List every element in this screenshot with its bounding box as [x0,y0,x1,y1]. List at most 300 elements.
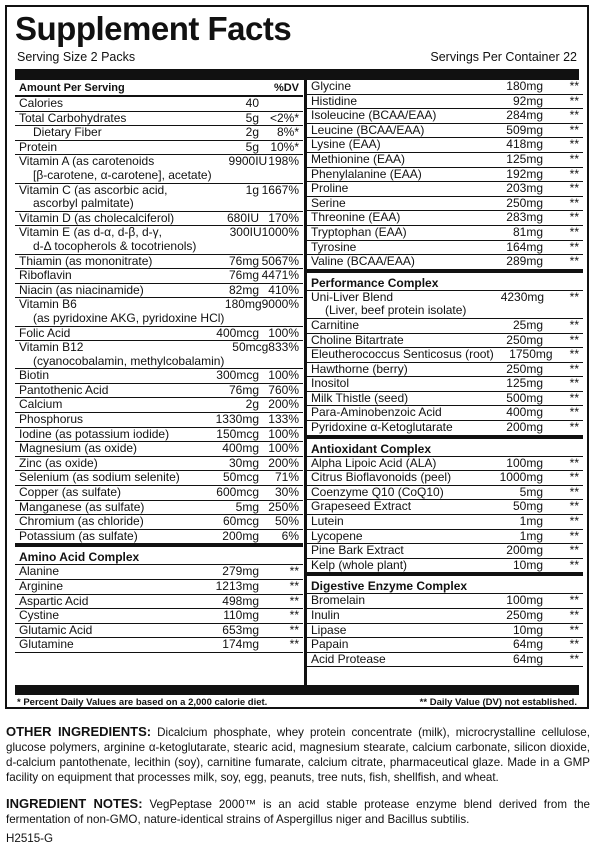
nutrient-name: Riboflavin [19,268,72,283]
nutrient-name: Inulin [311,608,340,622]
nutrient-amount: 81mg [512,224,543,239]
ingredient-notes-label: INGREDIENT NOTES: [6,796,143,811]
nutrient-amount: 284mg [506,108,543,123]
nutrient-dv: 1667% [261,182,299,197]
nutrient-name: Uni-Liver Blend [311,289,394,304]
nutrient-name: Aspartic Acid [19,593,89,608]
nutrient-row [15,384,303,399]
nutrient-name-cell [311,348,494,362]
nutrient-name: Choline Bitartrate [311,332,404,347]
nutrient-row [307,500,583,515]
nutrient-row [15,112,303,127]
servings-per-container: Servings Per Container 22 [430,50,577,64]
nutrient-dv: <2%* [269,110,299,125]
nutrient-dv: 8%* [276,125,299,140]
nutrient-name: Lycopene [311,528,363,543]
nutrient-name: Manganese (as sulfate) [19,499,145,514]
nutrient-dv: ** [569,637,579,652]
nutrient-amount: 192mg [506,166,543,181]
nutrient-amount: 200mg [222,528,259,543]
nutrient-amount: 250mg [506,332,543,347]
nutrient-name-cell [19,580,189,594]
nutrient-dv: ** [569,557,579,572]
amino-continued-list [307,80,583,270]
nutrient-amount: 250mg [506,608,543,622]
nutrient-name: Vitamin C (as ascorbic acid, [19,182,168,197]
nutrient-name-cell [19,97,189,111]
nutrient-name-cell [311,182,463,196]
nutrient-amount: 2g [245,125,259,140]
nutrient-amount: 400mg [506,405,543,420]
nutrient-name: Calories [19,96,64,110]
nutrient-name: Arginine [19,579,64,593]
digestive-section-title: Digestive Enzyme Complex [307,573,583,594]
nutrient-name: Folic Acid [19,325,71,340]
nutrient-name-cell [311,241,463,255]
nutrient-row [307,182,583,197]
amount-per-serving-label: Amount Per Serving [19,82,125,94]
top-thick-rule [15,69,579,80]
nutrient-row [307,211,583,226]
nutrient-name: Dietary Fiber [33,125,102,140]
nutrient-name: Total Carbohydrates [19,110,127,125]
nutrient-detail: d-Δ tocopherols & tocotrienols) [33,238,197,253]
nutrient-name-cell [19,442,189,456]
nutrient-name: Milk Thistle (seed) [311,390,409,405]
nutrient-name-cell [19,609,189,623]
nutrient-dv: 833% [268,340,299,355]
nutrient-dv: ** [569,390,579,405]
nutrient-dv: ** [569,455,579,470]
serving-size: Serving Size 2 Packs [17,50,136,64]
dv-header-label: %DV [273,82,299,94]
nutrient-dv: ** [289,579,299,593]
nutrient-row [307,471,583,486]
ingredient-notes [6,796,590,827]
nutrient-row [15,565,303,580]
nutrient-amount: 10mg [512,622,543,637]
nutrient-name-cell [19,284,189,298]
nutrient-name: Tyrosine [311,239,357,254]
nutrient-detail: (cyanocobalamin, methylcobalamin) [33,353,225,368]
nutrient-dv: ** [289,622,299,637]
nutrient-row [307,319,583,334]
nutrient-name: Selenium (as sodium selenite) [19,470,180,485]
nutrient-name-cell [311,319,463,333]
nutrient-name-cell [311,471,463,485]
nutrient-name: Grapeseed Extract [311,499,412,514]
nutrient-amount: 92mg [512,93,543,108]
nutrient-name-cell [311,530,463,544]
nutrient-row [307,392,583,407]
nutrient-name-cell [311,500,463,514]
nutrient-amount: 1330mg [215,412,259,427]
nutrient-amount: 5g [245,110,259,125]
supplement-facts-panel [5,5,589,709]
nutrient-dv: ** [569,470,579,485]
nutrient-amount: 10mg [512,557,543,572]
nutrient-name: Proline [311,181,349,196]
nutrient-dv: ** [569,79,579,93]
nutrient-dv: ** [569,608,579,622]
nutrient-amount: 680IU [226,210,259,225]
nutrient-row [15,428,303,443]
nutrient-name-cell [311,457,463,471]
nutrient-amount: 1750mg [509,347,553,362]
nutrient-dv: 250% [268,499,299,514]
nutrient-name-cell [311,406,463,420]
nutrient-name-cell [311,653,463,667]
nutrient-name: Histidine [311,93,358,108]
nutrient-name-cell [19,298,224,325]
ingredient-notes-text: VegPeptase 2000™ is an acid stable protease enzyme blend derived from the fermentation of non-GMO, nature-identical strains of Aspergillus niger and Bacillus subtilis. [6,798,590,826]
nutrient-name-cell [311,515,463,529]
nutrient-dv: ** [569,376,579,391]
nutrient-row [15,501,303,516]
nutrient-name: Lutein [311,514,344,529]
nutrient-name: Biotin [19,368,50,383]
nutrient-name-cell [311,377,463,391]
nutrient-amount: 4230mg [500,289,545,304]
nutrient-dv: ** [569,543,579,558]
nutrient-row [15,97,303,112]
nutrient-amount: 500mg [506,390,543,405]
nutrient-dv: ** [569,137,579,152]
nutrient-name: Alpha Lipoic Acid (ALA) [311,455,437,470]
nutrient-amount: 125mg [506,151,543,166]
nutrient-row [307,457,583,472]
nutrient-row [15,638,303,653]
nutrient-row [15,341,303,369]
right-column [307,80,583,685]
nutrient-name: Calcium [19,397,63,412]
amino-list [15,565,303,653]
nutrient-amount: 64mg [512,651,543,666]
nutrient-dv: ** [569,166,579,181]
nutrient-name-cell [19,624,189,638]
nutrient-name-cell [311,95,463,109]
nutrient-name: Chromium (as chloride) [19,514,144,529]
nutrient-name-cell [311,168,463,182]
nutrient-row [15,442,303,457]
nutrient-name-cell [311,197,463,211]
nutrient-row [307,334,583,349]
nutrient-row [15,486,303,501]
nutrient-dv: ** [569,151,579,166]
nutrient-name: Serine [311,195,346,210]
nutrient-amount: 1213mg [215,579,259,593]
antioxidant-list [307,457,583,574]
performance-list [307,291,583,436]
nutrient-name-cell [19,126,189,140]
nutrient-amount: 498mg [222,593,259,608]
nutrient-dv: ** [569,108,579,123]
nutrient-name: Acid Protease [311,651,386,666]
nutrient-row [15,471,303,486]
nutrient-name-cell [19,112,189,126]
nutrient-row [307,594,583,609]
nutrient-amount: 100mg [506,455,543,470]
nutrient-dv: 100% [268,325,299,340]
nutrient-row [307,168,583,183]
nutrient-amount: 200mg [506,543,543,558]
nutrient-name-cell [311,638,463,652]
nutrient-dv: ** [289,637,299,652]
nutrient-amount: 289mg [506,254,543,269]
nutrient-name-cell [19,141,189,155]
nutrient-name-cell [19,565,189,579]
nutrient-dv: ** [289,593,299,608]
nutrient-amount: 180mg [506,79,543,93]
nutrient-dv: ** [569,224,579,239]
nutrient-amount: 174mg [222,637,259,652]
nutrient-name: Zinc (as oxide) [19,455,98,470]
nutrient-name-cell [311,124,463,138]
nutrient-row [15,530,303,545]
nutrient-amount: 50mg [512,499,543,514]
nutrient-amount: 76mg [228,253,259,268]
other-ingredients [6,724,590,785]
nutrient-name-cell [19,226,196,253]
nutrient-amount: 300mcg [216,368,259,383]
nutrient-dv: ** [569,420,579,435]
nutrient-dv: ** [569,593,579,608]
nutrient-name: Lipase [311,622,347,637]
nutrient-dv: ** [569,484,579,499]
nutrient-name-cell [19,471,189,485]
nutrient-name-cell [311,334,463,348]
nutrient-name-cell [19,530,189,544]
nutrient-name-cell [311,544,463,558]
nutrient-row [15,155,303,183]
nutrient-detail: (Liver, beef protein isolate) [325,303,467,318]
nutrient-name-cell [311,291,466,318]
nutrient-row [15,327,303,342]
nutrient-row [307,255,583,270]
amount-header [15,80,303,97]
nutrient-name-cell [19,486,189,500]
nutrient-name-cell [311,392,463,406]
nutrient-row [307,544,583,559]
nutrient-name-cell [311,609,463,623]
nutrient-amount: 283mg [506,210,543,225]
nutrient-dv: ** [569,239,579,254]
nutrient-name: Vitamin A (as carotenoids [19,154,155,169]
nutrient-amount: 400mcg [216,325,259,340]
nutrient-row [307,109,583,124]
nutrient-row [15,580,303,595]
nutrient-row [307,530,583,545]
amino-section-title: Amino Acid Complex [15,544,303,565]
nutrient-amount: 125mg [506,376,543,391]
nutrient-name: Methionine (EAA) [311,151,406,166]
nutrient-name: Coenzyme Q10 (CoQ10) [311,484,444,499]
nutrient-dv: 100% [268,426,299,441]
nutrient-name-cell [19,184,189,211]
antioxidant-section-title: Antioxidant Complex [307,436,583,457]
nutrient-name: Protein [19,139,58,154]
nutrient-dv: ** [569,332,579,347]
nutrient-dv: 1000% [261,225,299,240]
nutrient-row [15,595,303,610]
nutrient-row [307,363,583,378]
nutrient-dv: ** [569,317,579,332]
nutrient-row [15,413,303,428]
nutrient-detail: [β-carotene, α-carotene], acetate) [33,167,212,182]
nutrient-name: Niacin (as niacinamide) [19,282,144,297]
product-code: H2515-G [6,832,54,845]
nutrient-dv: ** [569,122,579,137]
nutrient-dv: 71% [274,470,299,485]
nutrient-name: Pyridoxine α-Ketoglutarate [311,420,453,435]
nutrient-amount: 1mg [519,528,543,543]
nutrient-dv: 6% [281,528,299,543]
nutrient-name-cell [19,255,189,269]
nutrient-name-cell [311,559,463,573]
nutrient-name: Phenylalanine (EAA) [311,166,422,181]
nutrient-name: Eleutherococcus Senticosus (root) [311,347,494,362]
nutrient-row [307,624,583,639]
nutrient-row [15,255,303,270]
nutrient-amount: 180mg [224,297,262,312]
nutrient-amount: 400mg [222,441,259,456]
nutrient-name-cell [19,638,189,652]
digestive-list [307,594,583,667]
nutrient-name-cell [19,515,189,529]
nutrient-dv: ** [569,514,579,529]
nutrient-name: Cystine [19,608,60,623]
nutrient-row [15,126,303,141]
nutrient-name-cell [19,327,189,341]
nutrient-name: Phosphorus [19,412,84,427]
nutrient-dv: 5067% [261,253,299,268]
nutrient-name: Inositol [311,376,350,391]
nutrient-name: Isoleucine (BCAA/EAA) [311,108,437,123]
nutrient-dv: 200% [268,397,299,412]
nutrient-row [307,124,583,139]
nutrient-dv: ** [569,622,579,637]
nutrient-name-cell [311,363,463,377]
nutrient-dv: ** [569,289,579,304]
nutrient-amount: 82mg [228,282,259,297]
nutrient-name-cell [19,413,189,427]
nutrient-amount: 600mcg [216,485,259,500]
nutrient-name: Kelp (whole plant) [311,557,408,572]
nutrient-row [307,406,583,421]
nutrient-amount: 76mg [228,268,259,283]
nutrient-row [307,80,583,95]
nutrient-row [15,184,303,212]
nutrient-amount: 418mg [506,137,543,152]
nutrient-row [307,638,583,653]
nutrient-row [307,486,583,501]
nutrient-amount: 509mg [506,122,543,137]
nutrient-name-cell [311,138,463,152]
nutrient-row [15,369,303,384]
nutrient-row [15,515,303,530]
nutrient-dv: 9000% [261,297,299,312]
nutrient-name-cell [311,594,463,608]
nutrient-name-cell [311,624,463,638]
other-ingredients-text: Dicalcium phosphate, whey protein concentrate (milk), microcrystalline cellulose, glucose polymers, arginine α-ketoglutarate, stearic acid, magnesium stearate, calcium carbonate, silicon dioxide, d-calcium pantothenate, lecithin (soy), carnitine fumarate, calcium citrate, pharmaceutical glaze. Made in a GMP facility on equipment that processes milk, soy, egg, peanuts, tree nuts, fish, shellfish, and wheat. [6,726,590,784]
nutrient-amount: 5mg [519,484,543,499]
nutrient-name-cell [311,486,463,500]
nutrient-row [15,269,303,284]
nutrient-dv: ** [569,405,579,420]
nutrient-name: Thiamin (as mononitrate) [19,253,153,268]
nutrient-name-cell [19,428,189,442]
nutrient-name: Copper (as sulfate) [19,485,122,500]
nutrient-dv: ** [569,210,579,225]
nutrient-name: Carnitine [311,317,360,332]
nutrient-row [15,398,303,413]
nutrient-name: Magnesium (as oxide) [19,441,138,456]
nutrient-row [15,284,303,299]
nutrient-amount: 1g [245,182,259,197]
nutrient-dv: 30% [274,485,299,500]
nutrient-name: Glycine [311,79,352,93]
nutrient-name-cell [19,155,212,182]
nutrient-name-cell [311,211,463,225]
other-ingredients-label: OTHER INGREDIENTS: [6,724,152,739]
nutrient-dv: 100% [268,368,299,383]
nutrient-dv: ** [289,608,299,623]
nutrient-amount: 2g [245,397,259,412]
nutrient-dv: 760% [268,382,299,397]
nutrient-name: Bromelain [311,593,366,608]
nutrient-detail: (as pyridoxine AKG, pyridoxine HCl) [33,310,225,325]
nutrient-name: Pine Bark Extract [311,543,404,558]
nutrient-dv: 200% [268,455,299,470]
nutrient-name-cell [311,226,463,240]
nutrient-amount: 250mg [506,195,543,210]
nutrient-dv: 198% [268,154,299,169]
nutrient-amount: 5g [245,139,259,154]
nutrient-row [307,153,583,168]
nutrient-amount: 60mcg [222,514,259,529]
nutrient-amount: 25mg [512,317,543,332]
nutrient-name-cell [19,398,189,412]
nutrient-dv: ** [569,181,579,196]
bottom-thick-rule [15,685,579,695]
nutrient-list [15,97,303,544]
nutrient-row [307,95,583,110]
nutrient-amount: 50mcg [232,340,269,355]
nutrient-row [307,421,583,436]
nutrient-amount: 250mg [506,361,543,376]
nutrient-amount: 9900IU [228,154,268,169]
nutrient-name: Alanine [19,564,60,579]
nutrient-name-cell [19,212,189,226]
nutrient-dv: ** [569,93,579,108]
nutrient-row [307,559,583,574]
nutrient-name: Vitamin B6 [19,297,77,312]
nutrient-name: Glutamine [19,637,74,652]
nutrient-name-cell [19,384,189,398]
performance-section-title: Performance Complex [307,270,583,291]
nutrient-row [15,212,303,227]
panel-title: Supplement Facts [15,10,292,47]
nutrient-name: Glutamic Acid [19,622,93,637]
nutrient-row [15,298,303,326]
left-column [15,80,303,685]
nutrient-amount: 150mcg [216,426,259,441]
nutrient-dv: ** [569,499,579,514]
nutrient-name-cell [19,341,224,368]
nutrient-amount: 100mg [506,593,543,608]
nutrient-name-cell [19,457,189,471]
nutrient-row [15,624,303,639]
